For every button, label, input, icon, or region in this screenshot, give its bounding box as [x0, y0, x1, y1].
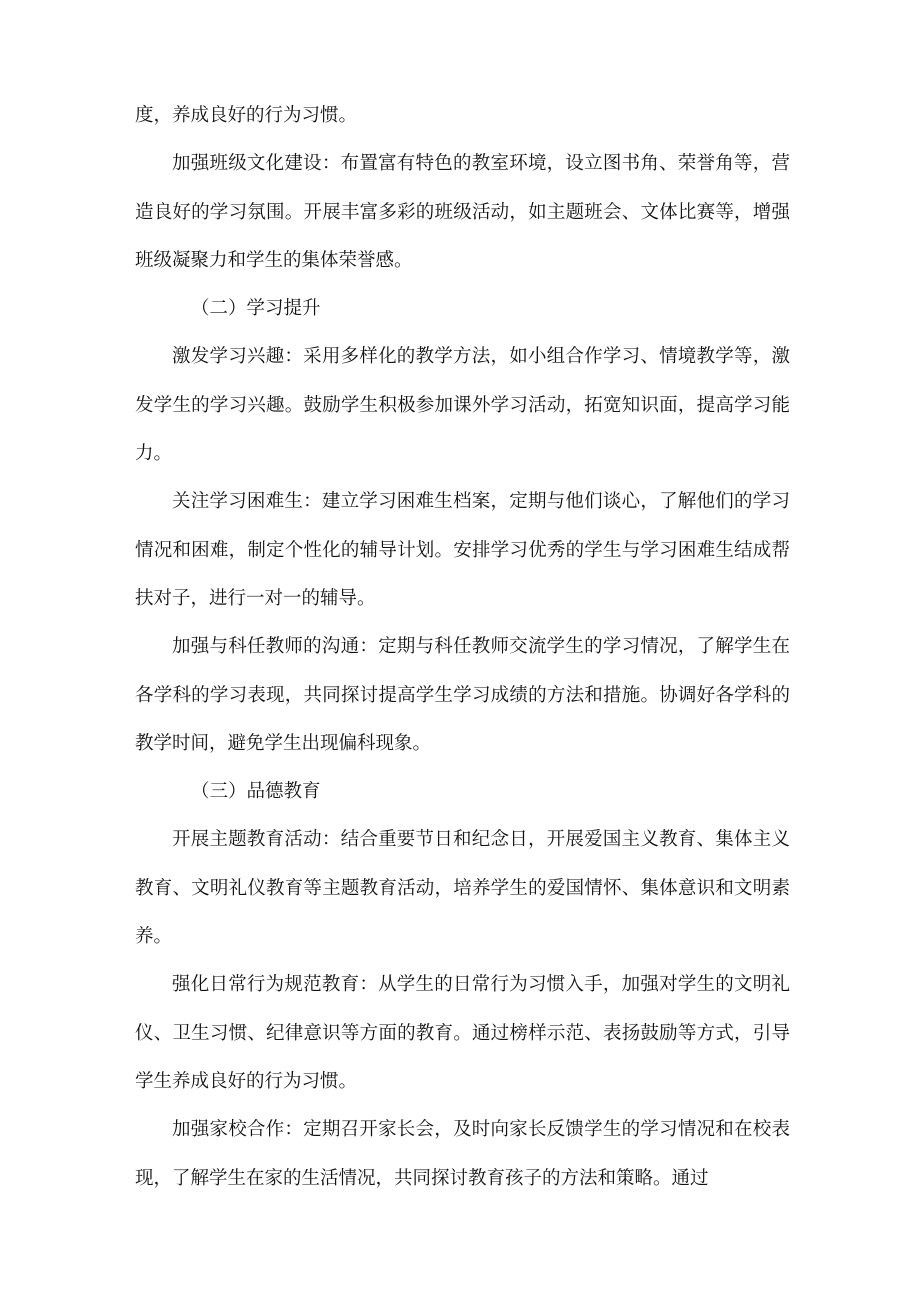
paragraph-lead: 关注学习困难生 — [172, 491, 304, 513]
paragraph-struggling-students — [135, 478, 790, 623]
paragraph-text: ：建立学习困难生档案，定期与他们谈心，了解他们的学习情况和困难，制定个性化的辅导计划。安排学习优秀的学生与学习困难生结成帮扶对子，进行一对一的辅导。 — [135, 491, 790, 609]
document-body — [135, 92, 790, 1203]
paragraph-text: ：定期召开家长会，及时向家长反馈学生的学习情况和在校表现，了解学生在家的生活情况，共同探讨教育孩子的方法和策略。通过 — [135, 1119, 790, 1189]
paragraph-lead: 开展主题教育活动 — [172, 829, 322, 851]
paragraph-class-culture — [135, 140, 790, 285]
paragraph-theme-education — [135, 816, 790, 961]
paragraph-lead: 激发学习兴趣 — [172, 346, 285, 368]
paragraph-lead: 加强与科任教师的沟通 — [172, 636, 360, 658]
paragraph-text: 度，养成良好的行为习惯。 — [135, 105, 358, 126]
paragraph-text: ：布置富有特色的教室环境，设立图书角、荣誉角等，营造良好的学习氛围。开展丰富多彩的班级活动，如主题班会、文体比赛等，增强班级凝聚力和学生的集体荣誉感。 — [135, 153, 790, 271]
paragraph-text: ：从学生的日常行为习惯入手，加强对学生的文明礼仪、卫生习惯、纪律意识等方面的教育。通过榜样示范、表扬鼓励等方式，引导学生养成良好的行为习惯。 — [135, 974, 790, 1092]
paragraph-behavior-norms — [135, 961, 790, 1106]
paragraph-study-interest — [135, 333, 790, 478]
paragraph-home-school — [135, 1106, 790, 1203]
paragraph-text: ：结合重要节日和纪念日，开展爱国主义教育、集体主义教育、文明礼仪教育等主题教育活动，培养学生的爱国情怀、集体意识和文明素养。 — [135, 829, 790, 948]
section-heading-text: （二）学习提升 — [191, 298, 321, 320]
paragraph-lead: 强化日常行为规范教育 — [172, 974, 360, 996]
paragraph-teacher-communication — [135, 623, 790, 768]
paragraph-lead: 加强家校合作 — [172, 1119, 285, 1141]
paragraph-lead: 加强班级文化建设 — [172, 153, 322, 175]
section-heading-text: （三）品德教育 — [191, 781, 321, 803]
paragraph-continuation — [135, 92, 790, 140]
section-heading-moral — [135, 768, 790, 816]
paragraph-text: ：采用多样化的教学方法，如小组合作学习、情境教学等，激发学生的学习兴趣。鼓励学生积极参加课外学习活动，拓宽知识面，提高学习能力。 — [135, 346, 790, 465]
paragraph-text: ：定期与科任教师交流学生的学习情况，了解学生在各学科的学习表现，共同探讨提高学生学习成绩的方法和措施。协调好各学科的教学时间，避免学生出现偏科现象。 — [135, 636, 790, 754]
section-heading-study — [135, 285, 790, 333]
